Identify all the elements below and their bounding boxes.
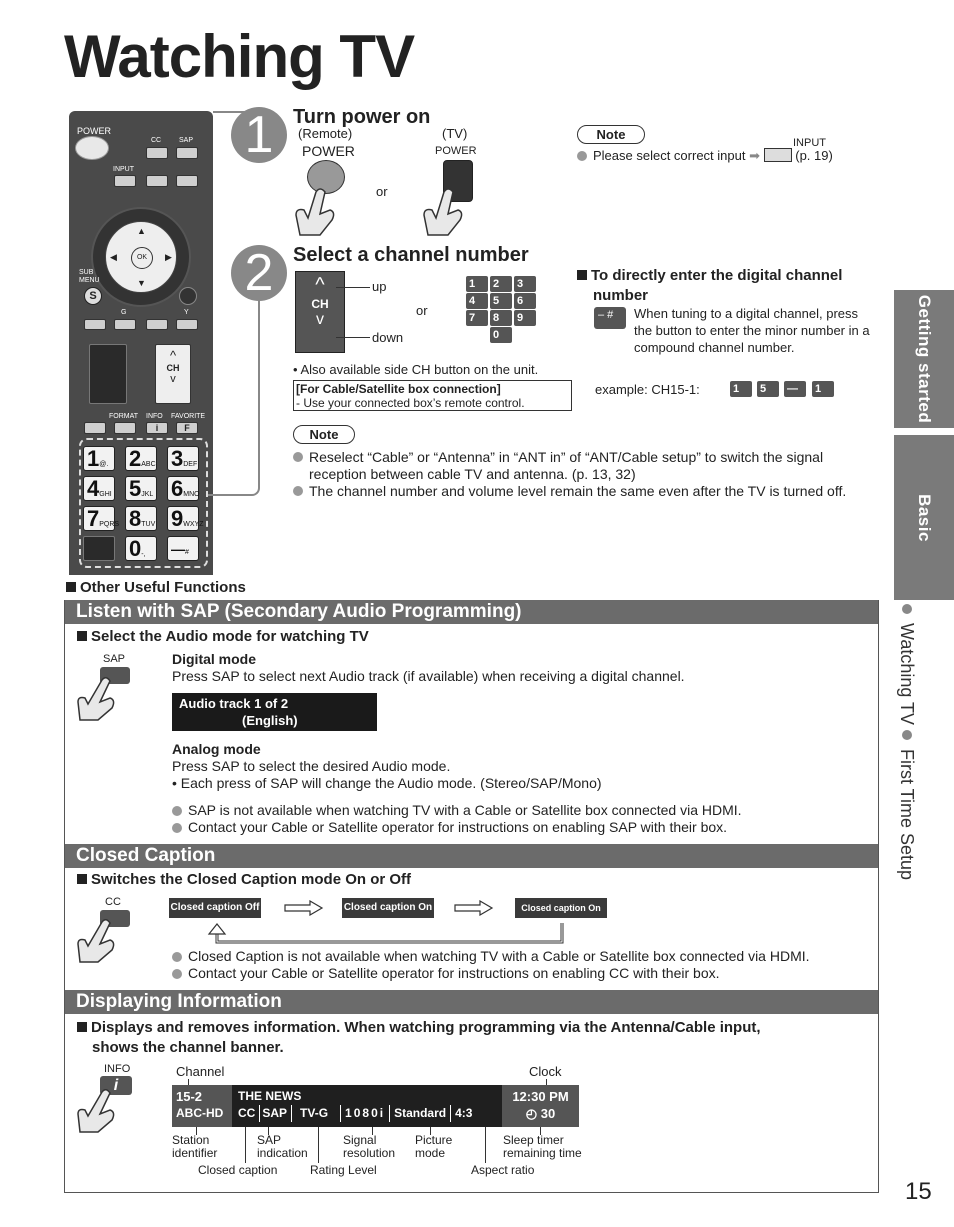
power-remote-label: POWER	[302, 143, 355, 159]
remote-button[interactable]	[176, 175, 198, 187]
arrow-down-icon: v	[170, 373, 176, 385]
analog-mode-title: Analog mode	[172, 741, 261, 757]
step-1-circle: 1	[231, 107, 287, 163]
channel-key-0[interactable]: 0	[490, 327, 512, 343]
leader-line	[336, 337, 370, 338]
sap-indication-label: SAP indication	[257, 1133, 308, 1160]
sap-section-bar: Listen with SAP (Secondary Audio Programming)	[65, 600, 878, 624]
channel-key-1[interactable]: 1	[466, 276, 488, 292]
side-tab-getting-started[interactable]	[894, 290, 954, 428]
hand-pointer-icon	[72, 914, 122, 966]
remote-volume-button[interactable]	[89, 344, 127, 404]
channel-banner-middle	[232, 1085, 502, 1127]
bullet-icon	[172, 952, 182, 962]
channel-key-5[interactable]: 5	[490, 293, 512, 309]
remote-info-label: INFO	[146, 413, 163, 420]
banner-time: 12:30 PM	[512, 1089, 569, 1104]
arrow-down-icon: v	[316, 311, 324, 328]
arrow-right-icon: ➡	[749, 148, 760, 163]
bullet-icon	[66, 582, 76, 592]
remote-y-label: Y	[184, 309, 189, 316]
banner-sap: SAP	[259, 1105, 287, 1122]
side-tab-label: Basic	[915, 493, 934, 542]
banner-program-title: THE NEWS	[238, 1089, 302, 1103]
step-2-heading: Select a channel number	[293, 244, 529, 266]
info-button-illustration: i	[100, 1076, 132, 1095]
remote-key-8[interactable]: 8TUV	[125, 506, 157, 531]
note-item: Contact your Cable or Satellite operator for instructions on enabling CC with their box.	[172, 965, 810, 982]
sap-button-label: SAP	[103, 653, 126, 665]
side-tab-label: Getting started	[915, 294, 934, 424]
hand-pointer-icon	[290, 180, 340, 240]
info-subheading: Displays and removes information. When watching programming via the Antenna/Cable input, shows the channel banner.	[77, 1018, 867, 1058]
up-label: up	[372, 279, 387, 294]
remote-key-1[interactable]: 1@.	[83, 446, 115, 471]
channel-banner-right	[502, 1085, 579, 1127]
arrow-up-icon: ^	[315, 274, 325, 296]
remote-key-9[interactable]: 9WXYZ	[167, 506, 199, 531]
cc-state-on-mute: Closed caption On mute	[515, 898, 607, 918]
remote-key-2[interactable]: 2ABC	[125, 446, 157, 471]
banner-sleep: 30	[540, 1106, 556, 1121]
channel-key-8[interactable]: 8	[490, 310, 512, 326]
ch-button-illustration[interactable]: ^ CH v	[295, 271, 345, 353]
note-badge: Note	[293, 425, 355, 444]
bullet-icon	[77, 1022, 87, 1032]
remote-info-button[interactable]: i	[146, 422, 168, 434]
dash-key-icon: – #	[594, 307, 626, 329]
side-sub-watching[interactable]: Watching TV	[897, 623, 917, 726]
cc-state-on: Closed caption On	[342, 898, 434, 918]
channel-key-7[interactable]: 7	[466, 310, 488, 326]
remote-button[interactable]	[84, 422, 106, 434]
info-section-bar: Displaying Information	[65, 990, 878, 1014]
power-tv-label: POWER	[435, 145, 477, 157]
sleep-timer-label: Sleep timer remaining time	[503, 1133, 582, 1160]
remote-button[interactable]	[146, 175, 168, 187]
side-sub-setup[interactable]: First Time Setup	[897, 749, 917, 881]
direct-entry-text: When tuning to a digital channel, press the button to enter the minor number in a compound channel number.	[634, 306, 870, 355]
remote-green-button[interactable]	[114, 319, 136, 330]
rating-level-label: Rating Level	[310, 1163, 377, 1177]
remote-ch-button[interactable]	[155, 344, 191, 404]
remote-format-button[interactable]	[114, 422, 136, 434]
arrow-right-icon[interactable]: ▶	[165, 252, 172, 262]
hand-pointer-icon	[72, 1084, 122, 1136]
step-1-tv-label: (TV)	[442, 126, 468, 141]
signal-resolution-label: Signal resolution	[343, 1133, 396, 1160]
remote-favorite-label: FAVORITE	[171, 413, 206, 420]
leader-line	[336, 287, 370, 288]
arrow-right-icon	[284, 900, 324, 916]
station-identifier-label: Station identifier	[172, 1133, 218, 1160]
remote-format-label: FORMAT	[109, 413, 139, 420]
cable-box-note: [For Cable/Satellite box connection] - Use your connected box’s remote control.	[293, 380, 572, 411]
step-2-circle: 2	[231, 245, 287, 301]
channel-key-2[interactable]: 2	[490, 276, 512, 292]
digital-mode-text: Press SAP to select next Audio track (if available) when receiving a digital channel.	[172, 668, 685, 684]
remote-red-button[interactable]	[84, 319, 106, 330]
remote-sap-label: SAP	[179, 137, 194, 144]
banner-status-row	[238, 1105, 496, 1122]
leader-line	[485, 1127, 486, 1163]
banner-channel: 15-2	[176, 1089, 203, 1104]
remote-return-button[interactable]	[179, 287, 197, 305]
down-label: down	[372, 330, 404, 345]
banner-cc: CC	[238, 1106, 256, 1120]
bullet-icon	[172, 823, 182, 833]
arrow-up-icon[interactable]: ▲	[137, 226, 146, 236]
hand-pointer-icon	[418, 180, 468, 240]
connector-line	[208, 300, 260, 496]
bullet-icon	[902, 604, 912, 614]
note-item: SAP is not available when watching TV with a Cable or Satellite box connected via HDMI.	[172, 802, 742, 819]
banner-resolution: 1080i	[340, 1105, 385, 1122]
bullet-icon	[577, 270, 587, 280]
remote-input-label: INPUT	[113, 166, 134, 173]
side-tab-basic[interactable]	[894, 435, 954, 600]
input-label: INPUT	[793, 137, 826, 149]
analog-mode-text: Press SAP to select the desired Audio mode.	[172, 758, 451, 774]
remote-ch-label: CH	[166, 363, 180, 373]
digital-mode-title: Digital mode	[172, 651, 257, 667]
cc-notes	[172, 948, 810, 982]
remote-power-label: POWER	[77, 126, 112, 136]
sleep-timer-icon: ◴	[525, 1106, 538, 1121]
page-title: Watching TV	[64, 23, 415, 90]
remote-key-dash[interactable]: —#	[167, 536, 199, 561]
remote-submenu-label: SUB MENU	[79, 269, 100, 284]
other-functions-heading: Other Useful Functions	[66, 579, 246, 596]
leader-line	[245, 1127, 246, 1163]
side-sub-items	[897, 604, 917, 880]
example-label: example: CH15-1:	[595, 382, 700, 397]
channel-key-9[interactable]: 9	[514, 310, 536, 326]
hand-pointer-icon	[72, 672, 122, 724]
remote-key-5[interactable]: 5JKL	[125, 476, 157, 501]
remote-g-label: G	[121, 309, 127, 316]
remote-yellow-button[interactable]	[146, 319, 168, 330]
remote-input-button[interactable]	[114, 175, 136, 187]
channel-key-3[interactable]: 3	[514, 276, 536, 292]
banner-rating: TV-G	[291, 1105, 328, 1122]
note-item: Closed Caption is not available when watching TV with a Cable or Satellite box connected via HDMI.	[172, 948, 810, 965]
bullet-icon	[293, 486, 303, 496]
sap-notes	[172, 802, 742, 836]
page-number: 15	[905, 1178, 932, 1205]
clock-label: Clock	[529, 1064, 562, 1079]
cc-section-bar: Closed Caption	[65, 844, 878, 868]
leader-line	[318, 1127, 319, 1163]
note-item: The channel number and volume level remain the same even after the TV is turned off.	[293, 483, 873, 500]
arrow-up-icon: ^	[169, 348, 177, 363]
bullet-icon	[902, 730, 912, 740]
arrow-right-icon	[454, 900, 494, 916]
or-label: or	[416, 303, 428, 318]
cc-state-off: Closed caption Off	[169, 898, 261, 918]
remote-dpad[interactable]	[105, 221, 177, 293]
example-key-1b: 1	[812, 381, 834, 397]
cc-subheading: Switches the Closed Caption mode On or Off	[77, 871, 411, 888]
arrow-down-icon[interactable]: ▼	[137, 278, 146, 288]
step-2-notes	[293, 449, 873, 500]
aspect-ratio-label: Aspect ratio	[471, 1163, 535, 1177]
example-key-5: 5	[757, 381, 779, 397]
remote-cc-button[interactable]	[146, 147, 168, 159]
note-badge: Note	[577, 125, 645, 144]
remote-submenu-button[interactable]: S	[84, 287, 102, 305]
return-arrow-icon	[205, 922, 567, 946]
banner-station: ABC-HD	[176, 1106, 224, 1120]
number-keys-highlight	[79, 438, 208, 568]
remote-key-7[interactable]: 7PQRS	[83, 506, 115, 531]
banner-picture-mode: Standard	[389, 1105, 446, 1122]
audio-track-banner: Audio track 1 of 2 (English)	[172, 693, 377, 731]
remote-key-6[interactable]: 6MNO	[167, 476, 199, 501]
picture-mode-label: Picture mode	[415, 1133, 453, 1160]
direct-entry-heading: To directly enter the digital channel number	[577, 266, 842, 306]
step-1-heading: Turn power on	[293, 106, 431, 128]
remote-sap-button[interactable]	[176, 147, 198, 159]
closed-caption-label: Closed caption	[198, 1163, 278, 1177]
channel-label: Channel	[176, 1064, 225, 1079]
input-button-icon	[764, 148, 792, 162]
arrow-left-icon[interactable]: ◀	[110, 252, 117, 262]
remote-key-4[interactable]: 4GHI	[83, 476, 115, 501]
remote-cc-label: CC	[151, 137, 162, 144]
remote-blue-button[interactable]	[176, 319, 198, 330]
info-button-label: INFO	[104, 1063, 131, 1075]
note-item: Contact your Cable or Satellite operator for instructions on enabling SAP with their box.	[172, 819, 742, 836]
sap-subheading: Select the Audio mode for watching TV	[77, 628, 369, 645]
banner-aspect: 4:3	[450, 1105, 472, 1122]
bullet-icon	[172, 806, 182, 816]
step-1-note: Please select correct input ➡ (p. 19)	[577, 148, 833, 164]
remote-key-0[interactable]: 0-,	[125, 536, 157, 561]
channel-banner-left	[172, 1085, 232, 1127]
cc-button-label: CC	[105, 896, 121, 908]
channel-key-6[interactable]: 6	[514, 293, 536, 309]
analog-mode-text: • Each press of SAP will change the Audio mode. (Stereo/SAP/Mono)	[172, 775, 602, 791]
bullet-icon	[77, 874, 87, 884]
note-item: Reselect “Cable” or “Antenna” in “ANT in” of “ANT/Cable setup” to switch the signal reception between cable TV and antenna. (p. 13, 32)	[293, 449, 873, 483]
remote-ok-button[interactable]: OK	[131, 247, 153, 269]
step-1-remote-label: (Remote)	[298, 126, 353, 141]
or-label: or	[376, 184, 388, 199]
bullet-icon	[172, 969, 182, 979]
example-key-1: 1	[730, 381, 752, 397]
side-ch-note: • Also available side CH button on the unit.	[293, 362, 539, 377]
bullet-icon	[293, 452, 303, 462]
channel-key-4[interactable]: 4	[466, 293, 488, 309]
example-key-dash: —	[784, 381, 806, 397]
bullet-icon	[77, 631, 87, 641]
remote-favorite-button[interactable]: F	[176, 422, 198, 434]
remote-power-button[interactable]	[75, 136, 109, 160]
remote-key-3[interactable]: 3DEF	[167, 446, 199, 471]
bullet-icon	[577, 151, 587, 161]
